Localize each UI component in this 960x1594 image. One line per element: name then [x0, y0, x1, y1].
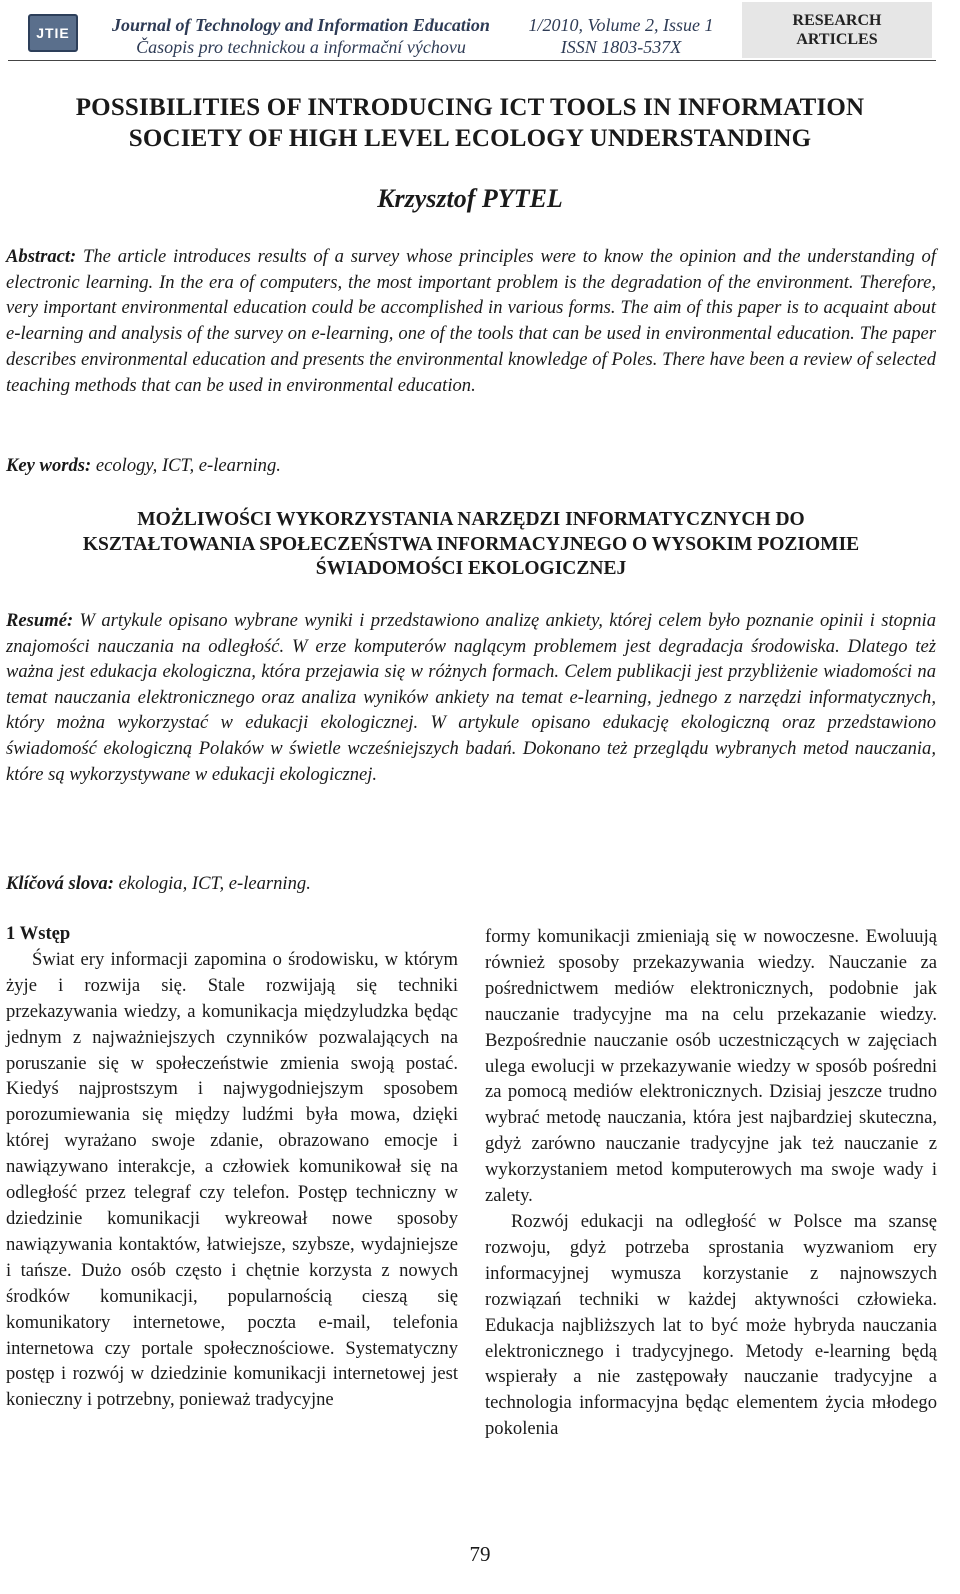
journal-name: [96, 14, 506, 58]
body-paragraph: formy komunikacji zmieniają się w nowoczesne. Ewoluują również sposoby przekazywania wiedzy. Nauczanie za pośrednictwem mediów elektronicznych, podobnie jak nauczanie tradycyjne ma na celu przekazanie wiedzy. Bezpośrednie nauczanie osób uczestniczących w zajęciach ulega ewolucji w przekazywanie wiedzy w sposób pośredni za pomocą mediów elektronicznych. Dzisiaj jeszcze trudno wybrać metodę nauczania, która jest najbardziej skuteczna, gdyż zarówno nauczanie tradycyjne jak też nauczanie z wykorzystaniem metod komputerowych ma swoje wady i zalety.: [485, 926, 937, 1207]
abstract: [6, 244, 936, 398]
keywords-label: Key words:: [6, 455, 92, 476]
klicova-text: ekologia, ICT, e-learning.: [113, 873, 311, 894]
body-paragraph: Świat ery informacji zapomina o środowisku, w którym żyje i rozwija się. Stale rozwijają się techniki przekazywania wiedzy, a komunikacja międzyludzka będąc jednym z najważniejszych czynników pozwalających na poruszanie się w społeczeństwie zmienia swoją postać. Kiedyś najprostszym i najwygodniejszym sposobem porozumiewania się między ludźmi była mowa, dzięki której wyrażano swoje zdanie, obrazowano emocje i nawiązywano interakcje, a człowiek komunikował się na odległość przez telegraf czy telefon. Postęp techniczny w dziedzinie komunikacji wykreował nowe sposoby nawiązywania kontaktów, łatwiejsze, szybsze, wydajniejsze i tańsze. Dużo osób często i chętnie korzysta z nowych środków komunikacji, popularnością cieszą się komunikatory internetowe, poczta e-mail, telefonia internetowa czy portale społecznościowe. Systematyczny postęp i rozwój w dziedzinie komunikacji internetowej jest konieczny i potrzebny, ponieważ tradycyjne: [6, 948, 458, 1411]
page-number: 79: [469, 1542, 491, 1566]
resume-text: W artykule opisano wybrane wyniki i przedstawiono analizę ankiety, której celem było poznanie opinii i stopnia znajomości nauczania na odległość. W erze komputerów naglącym problemem jest degradacja środowiska. Dlatego też ważna jest edukacja ekologiczna, która przejawia się w różnych formach. Celem publikacji jest przybliżenie wiadomości na temat nauczania elektronicznego oraz analiza wyników ankiety na temat e-learning, jednego z narzędzi informatycznych, który można wykorzystać w edukacji ekologicznej. W artykule opisano edukację ekologiczną oraz przedstawiono świadomość ekologiczną Polaków w świetle wcześniejszych badań. Dokonano też przeglądu wybranych metod nauczania, które są wykorzystywane w edukacji ekologicznej.: [6, 610, 936, 785]
section-badge-line1: RESEARCH: [792, 12, 882, 29]
article-author: Krzysztof PYTEL: [377, 184, 563, 213]
article-title-polish-line2: KSZTAŁTOWANIA SPOŁECZEŃSTWA INFORMACYJNEGO O WYSOKIM POZIOMIE: [82, 533, 860, 555]
keywords: [6, 453, 936, 479]
section-heading: 1 Wstęp: [6, 923, 71, 944]
klicova-slova: [6, 871, 936, 897]
issn: ISSN 1803-537X: [560, 37, 682, 57]
article-title-polish-line1: MOŻLIWOŚCI WYKORZYSTANIA NARZĘDZI INFORMATYCZNYCH DO: [137, 509, 805, 530]
body-column-left: [6, 921, 458, 1413]
article-title-polish: [6, 508, 936, 582]
journal-name-cz: Časopis pro technickou a informační výchovu: [136, 37, 466, 57]
header-divider: [8, 60, 936, 61]
klicova-label: Klíčová slova:: [6, 873, 114, 894]
article-title-line1: POSSIBILITIES OF INTRODUCING ICT TOOLS IN INFORMATION: [75, 94, 865, 121]
resume: [6, 608, 936, 787]
body-column-right: [485, 924, 937, 1442]
resume-label: Resumé:: [6, 610, 74, 631]
issue-info: [512, 14, 730, 58]
keywords-text: ecology, ICT, e-learning.: [91, 455, 281, 476]
abstract-text: The article introduces results of a survey whose principles were to know the opinion and the understanding of electronic learning. In the era of computers, the most important problem is the degradation of the environment. Therefore, very important environmental education could be accomplished in various forms. The aim of this paper is to acquaint about e-learning and analysis of the survey on e-learning, one of the tools that can be used in environmental education. The paper describes environmental education and presents the environmental knowledge of Poles. There have been a review of selected teaching methods that can be used in environmental education.: [6, 246, 936, 396]
journal-name-en: Journal of Technology and Information Education: [112, 15, 490, 35]
section-badge-line2: ARTICLES: [796, 31, 878, 48]
issue-volume: 1/2010, Volume 2, Issue 1: [528, 15, 714, 35]
article-title-line2: SOCIETY OF HIGH LEVEL ECOLOGY UNDERSTANDING: [128, 125, 812, 152]
page-header: [0, 0, 960, 64]
article-title: [20, 92, 920, 154]
body-paragraph: Rozwój edukacji na odległość w Polsce ma szansę rozwoju, gdyż potrzeba sprostania wyzwaniom ery informacyjnej wymusza korzystanie z najnowszych rozwiązań techniki w każdej aktywności człowieka. Edukacja najbliższych lat to być może hybryda nauczania elektronicznego i tradycyjnego. Metody e-learning będą wspierały a nie zastępowały nauczanie tradycyjne a technologia informacyjna będąc elementem życia młodego pokolenia: [485, 1210, 937, 1440]
section-badge: [742, 2, 932, 58]
article-title-polish-line3: ŚWIADOMOŚCI EKOLOGICZNEJ: [315, 558, 627, 579]
abstract-label: Abstract:: [6, 246, 77, 267]
journal-logo: JTIE: [28, 14, 78, 52]
